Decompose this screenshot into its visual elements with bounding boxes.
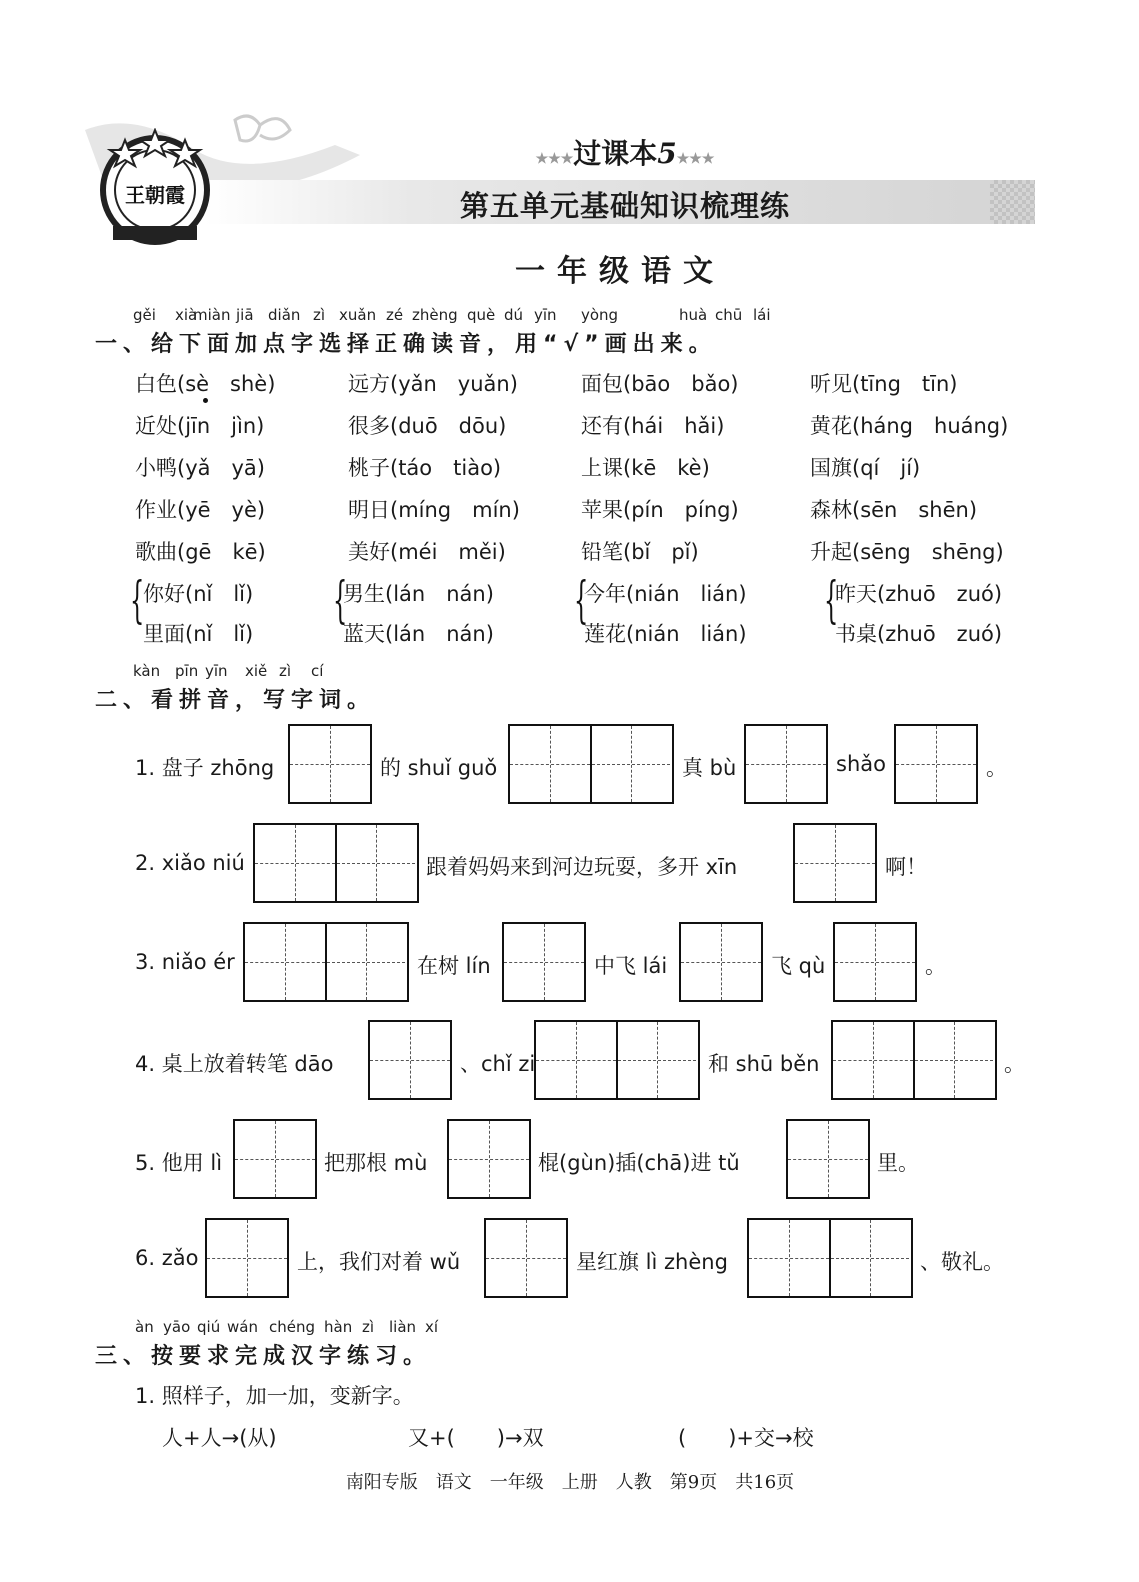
q6-text: 上，我们对着 wǔ bbox=[297, 1250, 461, 1274]
writing-box[interactable] bbox=[833, 922, 917, 1002]
brace-icon: { bbox=[333, 571, 348, 629]
section2-heading: 二、看拼音，写字词。 bbox=[95, 688, 376, 713]
writing-box[interactable] bbox=[243, 922, 409, 1002]
page-subtitle: 一年级语文 bbox=[515, 254, 725, 289]
choice-item: 小鸭(yǎ yā) bbox=[135, 456, 265, 480]
brace-icon: { bbox=[574, 571, 589, 629]
q4-text: 4. 桌上放着转笔 dāo bbox=[135, 1052, 334, 1076]
svg-text:王朝霞: 王朝霞 bbox=[125, 183, 185, 207]
q3-text: 飞 qù bbox=[771, 954, 826, 978]
choice-item: 还有(hái hǎi) bbox=[581, 414, 725, 438]
q5-text: 把那根 mù bbox=[324, 1151, 428, 1175]
q2-text: 2. xiǎo niú bbox=[135, 851, 245, 875]
choice-item: 升起(sēng shēng) bbox=[810, 540, 1004, 564]
choice-item: 明日(míng mín) bbox=[348, 498, 520, 522]
writing-box[interactable] bbox=[744, 724, 828, 804]
q5-text: 棍(gùn)插(chā)进 tǔ bbox=[538, 1151, 740, 1175]
writing-box[interactable] bbox=[534, 1020, 700, 1100]
checker-pattern bbox=[990, 180, 1035, 224]
choice-item: 铅笔(bǐ pǐ) bbox=[581, 540, 699, 564]
choice-item: 很多(duō dōu) bbox=[348, 414, 507, 438]
choice-item: 面包(bāo bǎo) bbox=[581, 372, 739, 396]
writing-box[interactable] bbox=[786, 1119, 870, 1199]
choice-item: 桃子(táo tiào) bbox=[348, 456, 502, 480]
brand-logo bbox=[95, 128, 215, 248]
page-footer: 南阳专版 语文 一年级 上册 人教 第9页 共16页 bbox=[345, 1472, 795, 1493]
choice-item: 上课(kē kè) bbox=[581, 456, 710, 480]
q3-text: 3. niǎo ér bbox=[135, 950, 235, 974]
q1-text: shǎo bbox=[836, 752, 886, 776]
q1-text: 真 bù bbox=[682, 756, 737, 780]
writing-box[interactable] bbox=[894, 724, 978, 804]
choice-item: 美好(méi měi) bbox=[348, 540, 506, 564]
choice-item: 蓝天(lán nán) bbox=[343, 622, 494, 646]
choice-item: 远方(yǎn yuǎn) bbox=[348, 372, 518, 396]
writing-box[interactable] bbox=[253, 823, 419, 903]
page-title: 第五单元基础知识梳理练 bbox=[459, 189, 790, 223]
q1-text: 的 shuǐ guǒ bbox=[380, 756, 498, 780]
choice-item: 近处(jīn jìn) bbox=[135, 414, 265, 438]
writing-box[interactable] bbox=[205, 1218, 289, 1298]
choice-item: 你好(nǐ lǐ) bbox=[143, 582, 254, 606]
choice-item: 书桌(zhuō zuó) bbox=[835, 622, 1003, 646]
writing-box[interactable] bbox=[747, 1218, 913, 1298]
q2-text: 跟着妈妈来到河边玩耍，多开 xīn bbox=[426, 855, 738, 879]
writing-box[interactable] bbox=[447, 1119, 531, 1199]
writing-box[interactable] bbox=[288, 724, 372, 804]
choice-item: 听见(tīng tīn) bbox=[810, 372, 958, 396]
q1-text: 。 bbox=[986, 756, 1007, 780]
choice-item: 森林(sēn shēn) bbox=[810, 498, 978, 522]
writing-box[interactable] bbox=[502, 922, 586, 1002]
writing-box[interactable] bbox=[831, 1020, 997, 1100]
choice-item: 今年(nián lián) bbox=[584, 582, 747, 606]
series-label: ★★★过课本5★★★ bbox=[535, 137, 715, 170]
choice-item: 莲花(nián lián) bbox=[584, 622, 747, 646]
q3-text: 中飞 lái bbox=[594, 954, 668, 978]
brace-icon: { bbox=[130, 571, 145, 629]
choice-item: 黄花(háng huáng) bbox=[810, 414, 1009, 438]
q4-text: 和 shū běn bbox=[708, 1052, 820, 1076]
writing-box[interactable] bbox=[368, 1020, 452, 1100]
choice-item: 作业(yē yè) bbox=[135, 498, 266, 522]
brace-icon: { bbox=[824, 571, 839, 629]
writing-box[interactable] bbox=[679, 922, 763, 1002]
q6-text: 星红旗 lì zhèng bbox=[576, 1250, 728, 1274]
q3-text: 。 bbox=[925, 954, 946, 978]
add-example: 人+人→(从) bbox=[162, 1426, 277, 1450]
q6-text: 6. zǎo bbox=[135, 1246, 199, 1270]
q3-text: 在树 lín bbox=[417, 954, 491, 978]
writing-box[interactable] bbox=[508, 724, 674, 804]
choice-item: 歌曲(gē kē) bbox=[135, 540, 266, 564]
section3-heading: 三、按要求完成汉字练习。 bbox=[95, 1344, 432, 1369]
q6-text: 、敬礼。 bbox=[920, 1250, 1004, 1274]
q1-text: 1. 盘子 zhōng bbox=[135, 756, 275, 780]
choice-item: 里面(nǐ lǐ) bbox=[143, 622, 254, 646]
writing-box[interactable] bbox=[233, 1119, 317, 1199]
choice-item: 男生(lán nán) bbox=[343, 582, 494, 606]
add-exercise[interactable]: 又+( )→双 bbox=[408, 1426, 544, 1450]
choice-item: 昨天(zhuō zuó) bbox=[835, 582, 1003, 606]
writing-box[interactable] bbox=[793, 823, 877, 903]
writing-box[interactable] bbox=[484, 1218, 568, 1298]
q2-text: 啊！ bbox=[885, 855, 927, 879]
q4-text: 。 bbox=[1004, 1052, 1025, 1076]
q5-text: 5. 他用 lì bbox=[135, 1151, 223, 1175]
add-exercise[interactable]: ( )+交→校 bbox=[678, 1426, 814, 1450]
section1-heading: 一、给下面加点字选择正确读音，用“√”画出来。 bbox=[95, 332, 717, 357]
q4-text: 、chǐ zi bbox=[460, 1052, 536, 1076]
choice-item: 苹果(pín píng) bbox=[581, 498, 739, 522]
section3-q1-title: 1. 照样子，加一加，变新字。 bbox=[135, 1384, 414, 1408]
choice-item: 白色(sè shè) bbox=[135, 372, 276, 396]
q5-text: 里。 bbox=[877, 1151, 919, 1175]
choice-item: 国旗(qí jí) bbox=[810, 456, 921, 480]
